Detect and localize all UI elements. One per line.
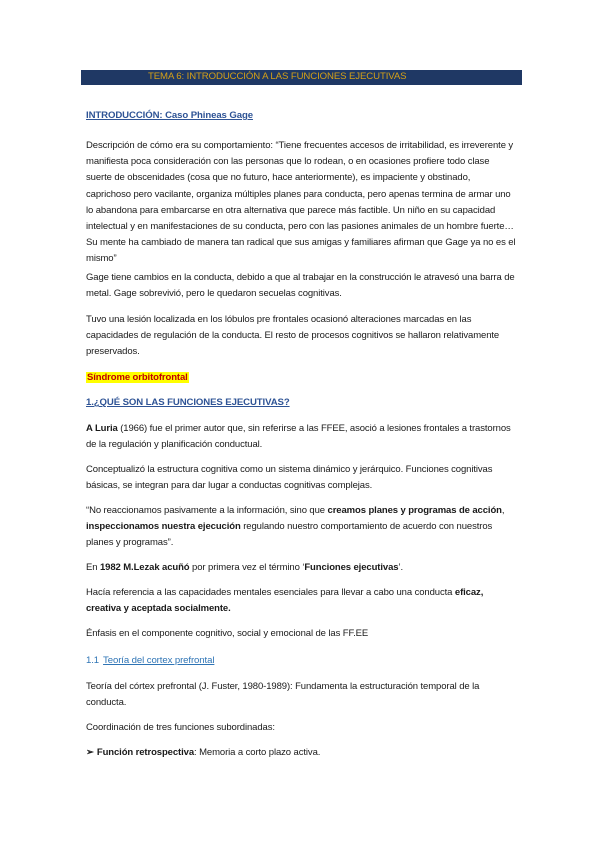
- intro-heading: INTRODUCCIÓN: Caso Phineas Gage: [86, 110, 253, 121]
- luria-text: (1966) fue el primer autor que, sin referirse a las FFEE, asoció a lesiones frontales a trastornos de la regulación y planificación conductual.: [86, 423, 511, 451]
- orbitofrontal-highlight: Síndrome orbitofrontal: [87, 372, 188, 383]
- fuster-paragraph: Teoría del córtex prefrontal (J. Fuster, 1980-1989): Fundamenta la estructuración temporal de la conducta.: [86, 681, 480, 709]
- section-1-1-heading: [86, 653, 516, 669]
- lezak-paragraph: [86, 560, 516, 576]
- section-1-heading: 1.¿QUÉ SON LAS FUNCIONES EJECUTIVAS?: [86, 397, 290, 408]
- section-1-1-number: 1.1: [86, 655, 100, 666]
- arrow-bullet-icon: ➢: [86, 747, 94, 758]
- lezak-text-e: ’.: [398, 562, 404, 573]
- coordination-paragraph: Coordinación de tres funciones subordinadas:: [86, 722, 275, 733]
- highlight-paragraph: [86, 370, 516, 386]
- quote-text-e: regulando nuestro comportamiento de acuerdo con nuestros planes y programas”.: [86, 521, 493, 549]
- capacities-bold: eficaz, creativa y aceptada socialmente.: [86, 587, 484, 615]
- emphasis-paragraph: Énfasis en el componente cognitivo, social y emocional de las FF.EE: [86, 628, 369, 639]
- lezak-text-a: En: [86, 562, 100, 573]
- section-1-1-label: Teoría del cortex prefrontal: [103, 655, 215, 666]
- lezak-bold-year: 1982 M.Lezak acuñó: [99, 562, 190, 573]
- quote-text-c: ,: [501, 505, 505, 516]
- document-title: TEMA 6: INTRODUCCIÓN A LAS FUNCIONES EJECUTIVAS: [148, 71, 407, 82]
- quote-text-a: “No reaccionamos pasivamente a la información, sino que: [86, 505, 328, 516]
- luria-name: A Luria: [86, 423, 118, 434]
- bullet-retrospective: [86, 745, 516, 761]
- capacities-paragraph: [86, 585, 516, 617]
- lezak-bold-term: Funciones ejecutivas: [304, 562, 399, 573]
- quote-bold-plans: creamos planes y programas de acción: [327, 505, 502, 516]
- capacities-text: Hacía referencia a las capacidades mentales esenciales para llevar a cabo una conducta: [86, 587, 455, 598]
- structure-paragraph: Conceptualizó la estructura cognitiva como un sistema dinámico y jerárquico. Funciones cognitivas básicas, se integran para dar lugar a conductas cognitivas complejas.: [86, 464, 493, 492]
- intro-paragraph-1: Descripción de cómo era su comportamiento: “Tiene frecuentes accesos de irritabilidad, es irreverente y manifiesta poca consideración con las personas que lo rodean, o en ocasiones profiere todo clase suerte de obscenidades (cosa que no futuro, hace anteriormente), es impaciente y obstinado, caprichoso pero vacilante, organiza múltiples planes para conducta, pero apenas termina de armar uno lo abandona para embarcarse en otra alternativa que parece más factible. Un niño en su capacidad intelectual y en manifestaciones de su conducta, pero con las pasiones animales de un hombre fuerte…Su mente ha cambiado de manera tan radical que sus amigas y familiares afirman que Gage ya no es el mismo”: [86, 140, 516, 265]
- quote-bold-inspect: inspeccionamos nuestra ejecución: [86, 521, 241, 533]
- quote-paragraph: [86, 503, 516, 552]
- intro-paragraph-2: Gage tiene cambios en la conducta, debido a que al trabajar en la construcción le atravesó una barra de metal. Gage sobrevivió, pero le quedaron secuelas cognitivas.: [86, 272, 515, 300]
- intro-paragraph-3: Tuvo una lesión localizada en los lóbulos pre frontales ocasionó alteraciones marcadas en las capacidades de regulación de la conducta. El resto de procesos cognitivos se hallaron relativamente preservados.: [86, 314, 500, 358]
- bullet-bold-label: Función retrospectiva: [96, 747, 195, 758]
- bullet-text: : Memoria a corto plazo activa.: [194, 747, 321, 758]
- lezak-text-c: por primera vez el término ‘: [189, 562, 305, 573]
- luria-paragraph: [86, 421, 516, 453]
